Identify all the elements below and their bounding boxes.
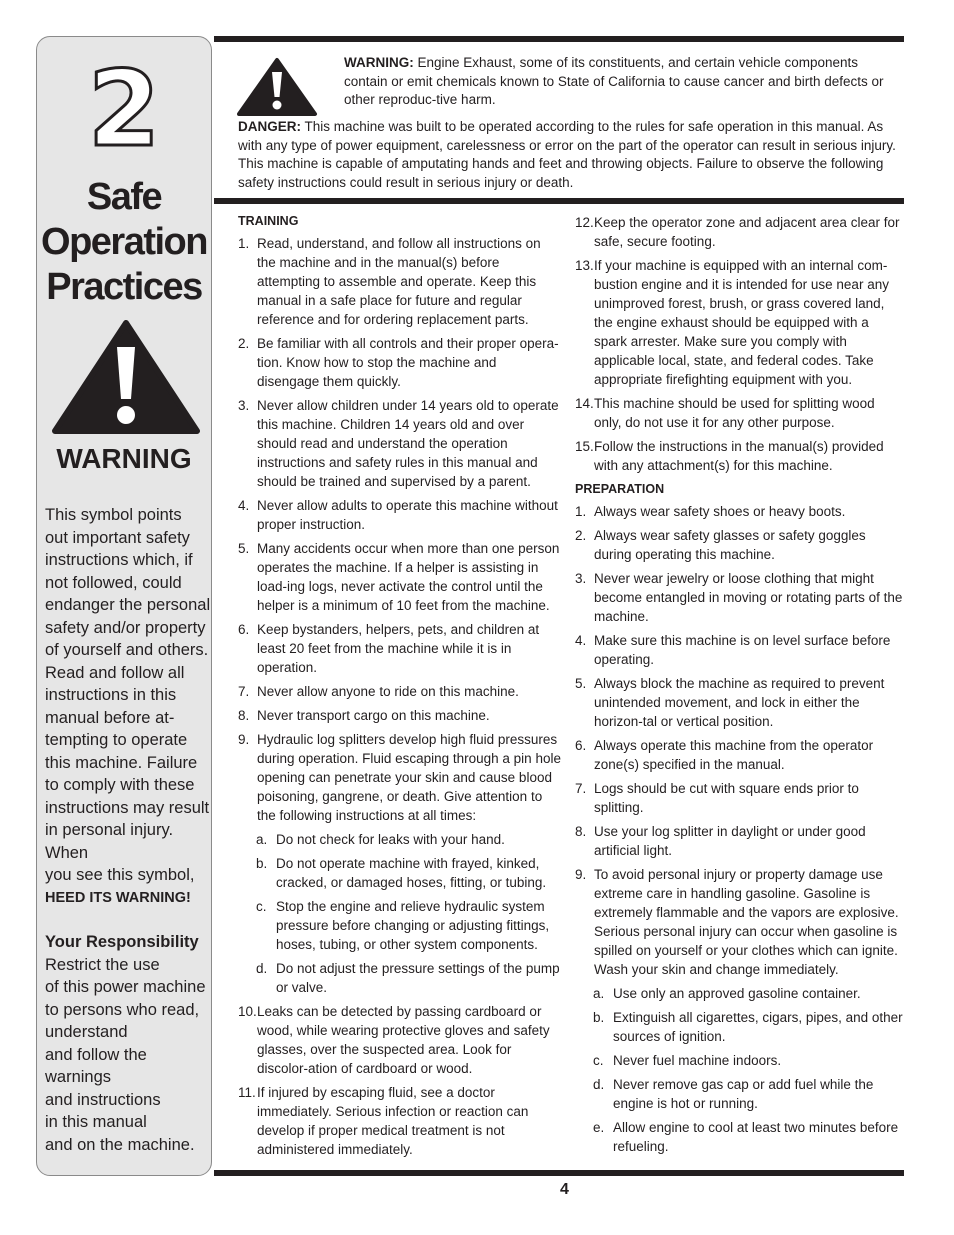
item-number: 1. [238, 236, 250, 251]
item-number: 4. [238, 498, 250, 513]
item-number: 9. [575, 867, 587, 882]
text-line: to comply with these [45, 776, 195, 794]
item-text: Extinguish all cigarettes, cigars, pipes, and other sources of ignition. [613, 1010, 903, 1044]
warning-label: WARNING: [344, 55, 414, 70]
item-text: Always wear safety shoes or heavy boots. [594, 504, 846, 519]
chapter-number: 2 [87, 48, 161, 170]
item-text: Never allow children under 14 years old to operate this machine. Children 14 years old and over should read and understand the operation instructions and safety rules in this manual and should be trained and supervised by a parent. [257, 398, 559, 489]
item-number: 6. [238, 622, 250, 637]
item-text: Never wear jewelry or loose clothing that might become entangled in moving or rotating parts of the machine. [594, 571, 903, 624]
page-number: 4 [560, 1181, 569, 1198]
item-number: 7. [238, 684, 250, 699]
item-text: Leaks can be detected by passing cardboard or wood, while wearing protective gloves and safety glasses, over the suspected area. Look for discolor-ation of cardboard or wood. [257, 1004, 550, 1076]
list-item [238, 620, 562, 677]
item-text: To avoid personal injury or property damage use extreme care in handling gasoline. Gasoline is extremely flammable and the vapors are explosive. Serious personal injury can occur when gasoline is spilled on yourself or your clothes which can ignite. Wash your skin and change immediately. [594, 867, 899, 977]
list-item [238, 682, 562, 701]
list-item [575, 631, 905, 669]
item-number: b. [256, 856, 268, 871]
item-text: Use your log splitter in daylight or under good artificial light. [594, 824, 866, 858]
item-text: Logs should be cut with square ends prior to splitting. [594, 781, 859, 815]
text-line: instructions which, if [45, 551, 193, 569]
text-line: instructions in this [45, 686, 177, 704]
warning-text: Engine Exhaust, some of its constituents, and certain vehicle components contain or emit chemicals known to State of California to cause cancer and birth defects or other reproduc-tive harm. [344, 55, 884, 107]
item-number: 7. [575, 781, 587, 796]
item-number: 9. [238, 732, 250, 747]
sub-list-item [593, 1008, 905, 1046]
item-number: c. [256, 899, 267, 914]
chapter-title-line: Operation [41, 221, 207, 263]
sub-list-item [593, 1118, 905, 1156]
california-warning [344, 54, 904, 110]
danger-text: This machine was built to be operated according to the rules for safe operation in this manual. As with any type of power equipment, carelessness or error on the part of the operator can result in serious injury. This machine is capable of amputating hands and feet and throwing objects. Failure to observe the following safety instructions could result in serious injury or death. [238, 119, 896, 190]
list-item [238, 496, 562, 534]
item-text: Read, understand, and follow all instructions on the machine and in the manual(s) before attempting to assemble and operate. Keep this manual in a safe place for future and regular reference and for ordering replacement parts. [257, 236, 541, 327]
text-line: in this manual [45, 1113, 147, 1131]
item-number: 13. [575, 258, 594, 273]
item-text: Do not operate machine with frayed, kinked, cracked, or damaged hoses, fitting, or tubing. [276, 856, 547, 890]
item-text: Never allow anyone to ride on this machine. [257, 684, 519, 699]
text-line: and follow the warnings [45, 1045, 147, 1086]
list-item [575, 674, 905, 731]
text-line: not followed, could [45, 573, 182, 592]
text-line: This symbol points [45, 506, 182, 524]
list-item [575, 437, 905, 475]
list-item [238, 539, 562, 615]
list-item [575, 502, 905, 521]
item-number: c. [593, 1053, 604, 1068]
list-item [575, 213, 905, 251]
text-line: and instructions [45, 1090, 161, 1109]
item-number: 2. [575, 528, 587, 543]
bottom-rule [214, 1170, 904, 1176]
item-text: Many accidents occur when more than one person operates the machine. If a helper is assisting in load-ing logs, never activate the control until the helper is a minimum of 10 feet from the machine. [257, 541, 560, 613]
item-text: Follow the instructions in the manual(s) provided with any attachment(s) for this machine. [594, 439, 884, 473]
list-item [575, 256, 905, 389]
heed-warning-text: HEED ITS WARNING! [45, 889, 191, 906]
item-number: 1. [575, 504, 587, 519]
item-text: Allow engine to cool at least two minutes before refueling. [613, 1120, 899, 1154]
list-item [575, 394, 905, 432]
left-column [238, 212, 562, 1164]
top-rule [214, 36, 904, 42]
responsibility-heading: Your Responsibility [45, 933, 199, 951]
list-item [238, 1083, 562, 1159]
item-text: Do not check for leaks with your hand. [276, 832, 505, 847]
sub-list-item [256, 830, 562, 849]
text-line: this machine. Failure [45, 753, 198, 772]
header-rule [214, 198, 904, 204]
item-number: 12. [575, 215, 594, 230]
right-column [575, 213, 905, 1161]
item-number: 15. [575, 439, 594, 454]
sub-list-item [256, 897, 562, 954]
danger-notice [238, 118, 904, 192]
sub-list-item [256, 959, 562, 997]
list-item [238, 234, 562, 329]
item-number: 11. [238, 1085, 256, 1100]
text-line: Restrict the use [45, 955, 160, 974]
list-item [575, 736, 905, 774]
item-number: 5. [238, 541, 250, 556]
item-text: Always operate this machine from the operator zone(s) specified in the manual. [594, 738, 874, 772]
sub-list-item [593, 984, 905, 1003]
item-number: d. [593, 1077, 605, 1092]
chapter-sidebar [36, 36, 212, 1176]
sub-list-item [593, 1051, 905, 1070]
list-item [238, 730, 562, 825]
item-number: 4. [575, 633, 587, 648]
item-number: a. [256, 832, 268, 847]
list-item [575, 865, 905, 979]
text-line: of yourself and others. [45, 641, 209, 659]
item-text: Keep bystanders, helpers, pets, and children at least 20 feet from the machine while it is in operation. [257, 622, 540, 675]
item-number: 3. [238, 398, 250, 413]
item-text: Never allow adults to operate this machine without proper instruction. [257, 498, 558, 532]
text-line: tempting to operate [45, 731, 188, 749]
item-number: 14. [575, 396, 594, 411]
item-number: e. [593, 1120, 605, 1135]
warning-triangle-icon [51, 319, 201, 435]
item-number: 3. [575, 571, 587, 586]
text-line: to persons who read, [45, 1000, 200, 1019]
chapter-title-line: Safe [86, 176, 162, 218]
item-text: Always block the machine as required to prevent unintended movement, and lock in either the horizon-tal or vertical position. [594, 676, 885, 729]
item-text: Stop the engine and relieve hydraulic system pressure before changing or adjusting fittings, hoses, tubing, or other system components. [276, 899, 550, 952]
item-text: Use only an approved gasoline container. [613, 986, 861, 1001]
sub-list-item [256, 854, 562, 892]
item-number: 6. [575, 738, 587, 753]
text-line: you see this symbol, [45, 866, 195, 884]
danger-label: DANGER: [238, 119, 301, 134]
list-item [238, 706, 562, 725]
item-text: Keep the operator zone and adjacent area clear for safe, secure footing. [594, 215, 900, 249]
symbol-explanation [45, 504, 211, 1156]
list-item [575, 569, 905, 626]
item-text: Never fuel machine indoors. [613, 1053, 782, 1068]
item-text: Never remove gas cap or add fuel while the engine is hot or running. [613, 1077, 874, 1111]
list-item [575, 526, 905, 564]
text-line: manual before at- [45, 708, 175, 727]
item-text: This machine should be used for splitting wood only, do not use it for any other purpose. [594, 396, 875, 430]
text-line: safety and/or property [45, 618, 206, 637]
text-line: in personal injury. When [45, 821, 174, 862]
text-line: Read and follow all [45, 663, 185, 682]
item-number: 8. [238, 708, 250, 723]
item-text: Never transport cargo on this machine. [257, 708, 490, 723]
item-number: 10. [238, 1004, 257, 1019]
list-item [575, 779, 905, 817]
item-text: Be familiar with all controls and their proper opera-tion. Know how to stop the machine and disengage them quickly. [257, 336, 559, 389]
training-heading: TRAINING [238, 214, 299, 228]
item-number: b. [593, 1010, 605, 1025]
item-text: Make sure this machine is on level surface before operating. [594, 633, 891, 667]
text-line: of this power machine [45, 978, 206, 996]
chapter-title [37, 175, 211, 310]
item-number: 5. [575, 676, 587, 691]
list-item [238, 396, 562, 491]
item-number: 8. [575, 824, 587, 839]
chapter-title-line: Practices [46, 266, 202, 308]
warning-triangle-icon [236, 57, 318, 117]
item-number: a. [593, 986, 605, 1001]
text-line: endanger the personal [45, 596, 211, 614]
list-item [575, 822, 905, 860]
text-line: understand [45, 1023, 128, 1041]
list-item [238, 1002, 562, 1078]
sub-list-item [593, 1075, 905, 1113]
item-text: Hydraulic log splitters develop high fluid pressures during operation. Fluid escaping through a pin hole opening can penetrate your skin and cause blood poisoning, gangrene, or death. Give attention to the following instructions at all times: [257, 732, 561, 823]
item-number: 2. [238, 336, 250, 351]
item-number: d. [256, 961, 268, 976]
list-item [238, 334, 562, 391]
preparation-heading: PREPARATION [575, 482, 665, 496]
item-text: Always wear safety glasses or safety goggles during operating this machine. [594, 528, 866, 562]
text-line: and on the machine. [45, 1135, 195, 1154]
text-line: out important safety [45, 528, 190, 547]
warning-heading: WARNING [56, 443, 192, 474]
item-text: If your machine is equipped with an internal com-bustion engine and it is intended for use near any unimproved forest, brush, or grass covered land, the engine exhaust should be equipped with a spark arrester. Make sure you comply with applicable local, state, and federal codes. Take appropriate firefighting equipment with you. [594, 258, 889, 387]
text-line: instructions may result [45, 798, 210, 817]
item-text: Do not adjust the pressure settings of the pump or valve. [276, 961, 560, 995]
item-text: If injured by escaping fluid, see a doctor immediately. Serious infection or reaction can develop if proper medical treatment is not administered immediately. [257, 1085, 529, 1157]
